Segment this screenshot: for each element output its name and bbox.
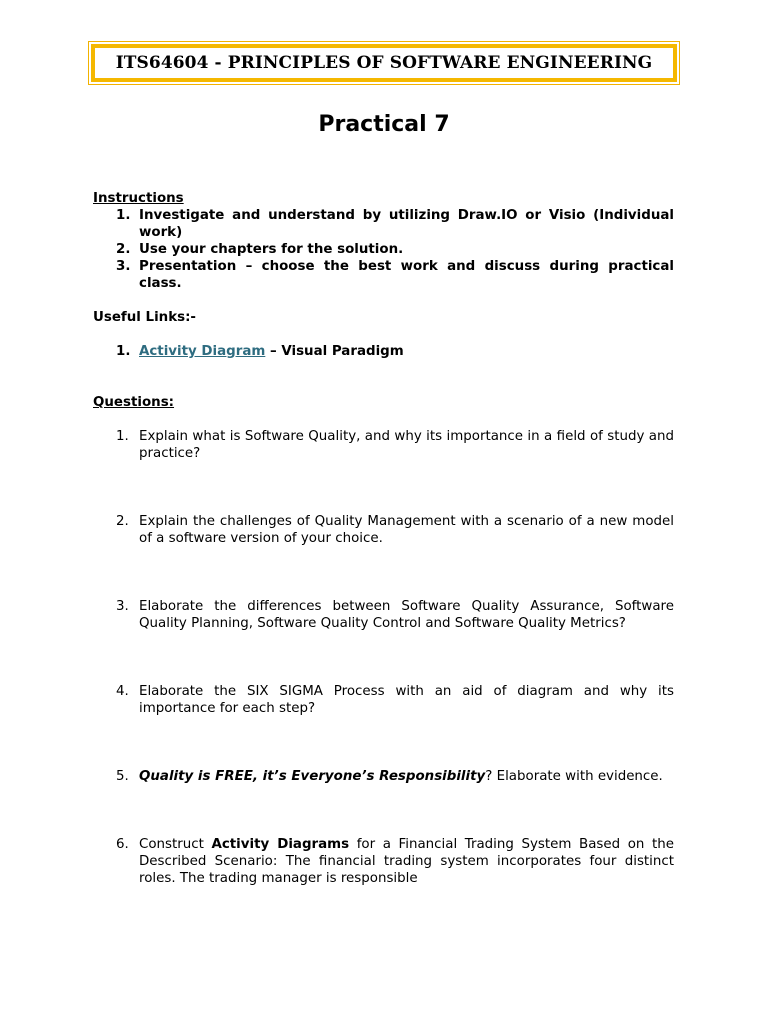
question-text: Explain what is Software Quality, and why its importance in a field of study and practice? [139, 429, 674, 461]
list-number: 6. [116, 837, 129, 852]
questions-heading: Questions: [93, 395, 175, 410]
question-prefix: Construct [139, 837, 212, 852]
instruction-item [93, 241, 674, 258]
list-number: 4. [116, 684, 129, 699]
useful-links-heading: Useful Links:- [93, 310, 196, 325]
question-item [93, 768, 674, 785]
question-item [93, 428, 674, 462]
question-text: Explain the challenges of Quality Management with a scenario of a new model of a software version of your choice. [139, 514, 674, 546]
instruction-item [93, 207, 674, 241]
question-item [93, 513, 674, 547]
list-number: 3. [116, 599, 129, 614]
question-emphasis: Activity Diagrams [211, 837, 350, 852]
useful-links-list [93, 343, 674, 360]
activity-diagram-link[interactable]: Activity Diagram [139, 344, 266, 359]
instruction-text: Presentation – choose the best work and discuss during practical class. [139, 259, 674, 291]
question-text: Elaborate the differences between Software Quality Assurance, Software Quality Planning, Software Quality Control and Software Quality Metrics? [139, 599, 674, 631]
question-text: Elaborate the SIX SIGMA Process with an aid of diagram and why its importance for each step? [139, 684, 674, 716]
question-text: ? Elaborate with evidence. [485, 769, 663, 784]
questions-list [93, 428, 674, 887]
list-number: 1. [116, 344, 131, 359]
instruction-text: Investigate and understand by utilizing Draw.IO or Visio (Individual work) [139, 208, 674, 240]
question-item [93, 836, 674, 887]
course-header-inner [91, 44, 677, 82]
question-item [93, 598, 674, 632]
instruction-item [93, 258, 674, 292]
link-item [93, 343, 674, 360]
list-number: 3. [116, 259, 131, 274]
list-number: 2. [116, 514, 129, 529]
list-number: 2. [116, 242, 131, 257]
instruction-text: Use your chapters for the solution. [139, 242, 404, 257]
instructions-heading: Instructions [93, 191, 184, 206]
question-item [93, 683, 674, 717]
list-number: 1. [116, 429, 129, 444]
question-text: for a Financial Trading System Based on the Described Scenario: The financial trading system incorporates four distinct roles. The trading manager is responsible [139, 837, 674, 886]
document-body [93, 190, 674, 887]
page-title: Practical 7 [318, 112, 450, 137]
course-header-box [88, 41, 680, 85]
instructions-list [93, 207, 674, 292]
list-number: 5. [116, 769, 129, 784]
list-number: 1. [116, 208, 131, 223]
link-suffix: – Visual Paradigm [265, 344, 404, 359]
course-title: ITS64604 - PRINCIPLES OF SOFTWARE ENGINEERING [115, 53, 653, 73]
question-emphasis: Quality is FREE, it’s Everyone’s Responsibility [139, 769, 486, 784]
